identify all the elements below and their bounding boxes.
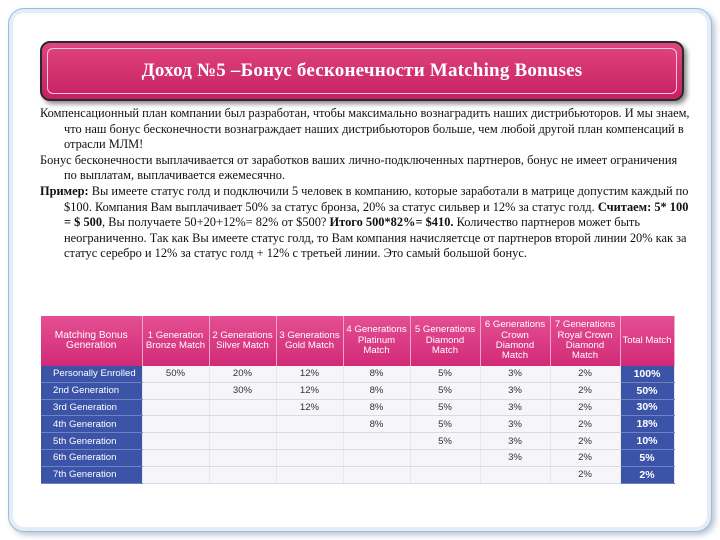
table-row (41, 399, 674, 416)
table-cell (276, 416, 343, 433)
table-header: 4 Generations Platinum Match (343, 316, 410, 366)
table-cell: 2% (550, 416, 620, 433)
table-cell: 3% (480, 449, 550, 466)
table-cell: 3% (480, 382, 550, 399)
table-header: 3 Generations Gold Match (276, 316, 343, 366)
paragraph-example (40, 184, 690, 262)
table-row (41, 382, 674, 399)
example-text-a: Вы имеете статус голд и подключили 5 человек в компанию, которые заработали в матрице допустим каждый по $100. Компания Вам выплачивает 50% за статус бронза, 20% за статус сильвер и 12% за статус голд. (64, 183, 689, 214)
table-cell: 2% (550, 466, 620, 483)
table-cell: 8% (343, 416, 410, 433)
total-match-cell: 18% (620, 416, 674, 433)
table-cell: 3% (480, 416, 550, 433)
table-cell: 2% (550, 366, 620, 382)
table-cell: 20% (209, 366, 276, 382)
table-cell: 50% (142, 366, 209, 382)
table-cell: 30% (209, 382, 276, 399)
table-cell (142, 466, 209, 483)
table-cell: 8% (343, 382, 410, 399)
table-cell: 3% (480, 366, 550, 382)
table-header: 1 Generation Bronze Match (142, 316, 209, 366)
total-match-cell: 2% (620, 466, 674, 483)
table-cell: 8% (343, 399, 410, 416)
table-cell (142, 399, 209, 416)
total-match-cell: 50% (620, 382, 674, 399)
total-match-cell: 100% (620, 366, 674, 382)
table-cell: 5% (410, 433, 480, 450)
example-total: Итого 500*82%= $410. (329, 215, 454, 230)
table-cell: 3% (480, 399, 550, 416)
table-row (41, 449, 674, 466)
table-cell (209, 433, 276, 450)
paragraph-infinity-bonus: Бонус бесконечности выплачивается от заработков ваших лично-подключенных партнеров, бонус не имеет ограничения по выплатам, выплачивается ежемесячно. (40, 152, 678, 183)
table-cell: 5% (410, 366, 480, 382)
total-match-cell: 30% (620, 399, 674, 416)
table-cell: 5% (410, 416, 480, 433)
example-text-c: Количество партнеров может быть неограниченно. Так как Вы имеете статус голд, то Вам компания начисляетсце от партнеров второй линии 20% как за статус серебро и 12% за статус голд + 12% с третьей линии. Это самый большой бонус. (64, 215, 687, 261)
table-cell (142, 382, 209, 399)
table-header: 5 Generations Diamond Match (410, 316, 480, 366)
table-cell: 2% (550, 399, 620, 416)
table-cell: 2% (550, 449, 620, 466)
table-cell (209, 466, 276, 483)
total-match-cell: 10% (620, 433, 674, 450)
slide-title: Доход №5 –Бонус бесконечности Matching Bonuses (141, 60, 583, 81)
table-cell (480, 466, 550, 483)
generation-label: 6th Generation (41, 449, 142, 466)
total-match-cell: 5% (620, 449, 674, 466)
table-cell (276, 449, 343, 466)
table-cell: 12% (276, 366, 343, 382)
title-inner-border (47, 48, 677, 94)
example-label: Пример: (40, 183, 89, 198)
table-cell: 5% (410, 399, 480, 416)
table-cell: 8% (343, 366, 410, 382)
table-row (41, 416, 674, 433)
body-text (40, 106, 690, 262)
table-cell (343, 433, 410, 450)
table-cell: 2% (550, 433, 620, 450)
table-header: Matching Bonus Generation (41, 316, 142, 366)
table-cell (142, 449, 209, 466)
example-text-b: , Вы получаете 50+20+12%= 82% от $500? (102, 215, 330, 230)
table-header: 7 Generations Royal Crown Diamond Match (550, 316, 620, 366)
table-header: 2 Generations Silver Match (209, 316, 276, 366)
example-calculation: Считаем: 5* 100 = $ 500 (64, 199, 689, 230)
table-cell (209, 449, 276, 466)
table-cell (276, 466, 343, 483)
generation-label: Personally Enrolled (41, 366, 142, 382)
table-cell (209, 399, 276, 416)
table-cell (142, 433, 209, 450)
generation-label: 3rd Generation (41, 399, 142, 416)
title-banner (40, 41, 684, 101)
table-header: 6 Generations Crown Diamond Match (480, 316, 550, 366)
table-cell: 12% (276, 382, 343, 399)
generation-label: 4th Generation (41, 416, 142, 433)
table-cell (410, 449, 480, 466)
table-header: Total Match (620, 316, 674, 366)
generation-label: 7th Generation (41, 466, 142, 483)
table-row (41, 466, 674, 483)
table-row (41, 366, 674, 382)
table-cell (343, 466, 410, 483)
table-header-row (41, 316, 674, 366)
table-cell: 5% (410, 382, 480, 399)
matching-bonus-table (41, 316, 675, 484)
table-cell (142, 416, 209, 433)
table-cell (343, 449, 410, 466)
paragraph-intro: Компенсационный план компании был разработан, чтобы максимально вознаградить наших дистрибьюторов. И мы знаем, что наш бонус бесконечности вознаграждает наших дистрибьюторов больше, чем любой другой план компенсаций в отрасли МЛМ! (40, 106, 690, 152)
table-cell (410, 466, 480, 483)
table-cell (209, 416, 276, 433)
generation-label: 2nd Generation (41, 382, 142, 399)
table-cell: 2% (550, 382, 620, 399)
table-row (41, 433, 674, 450)
table-cell: 12% (276, 399, 343, 416)
table-cell (276, 433, 343, 450)
table-cell: 3% (480, 433, 550, 450)
generation-label: 5th Generation (41, 433, 142, 450)
